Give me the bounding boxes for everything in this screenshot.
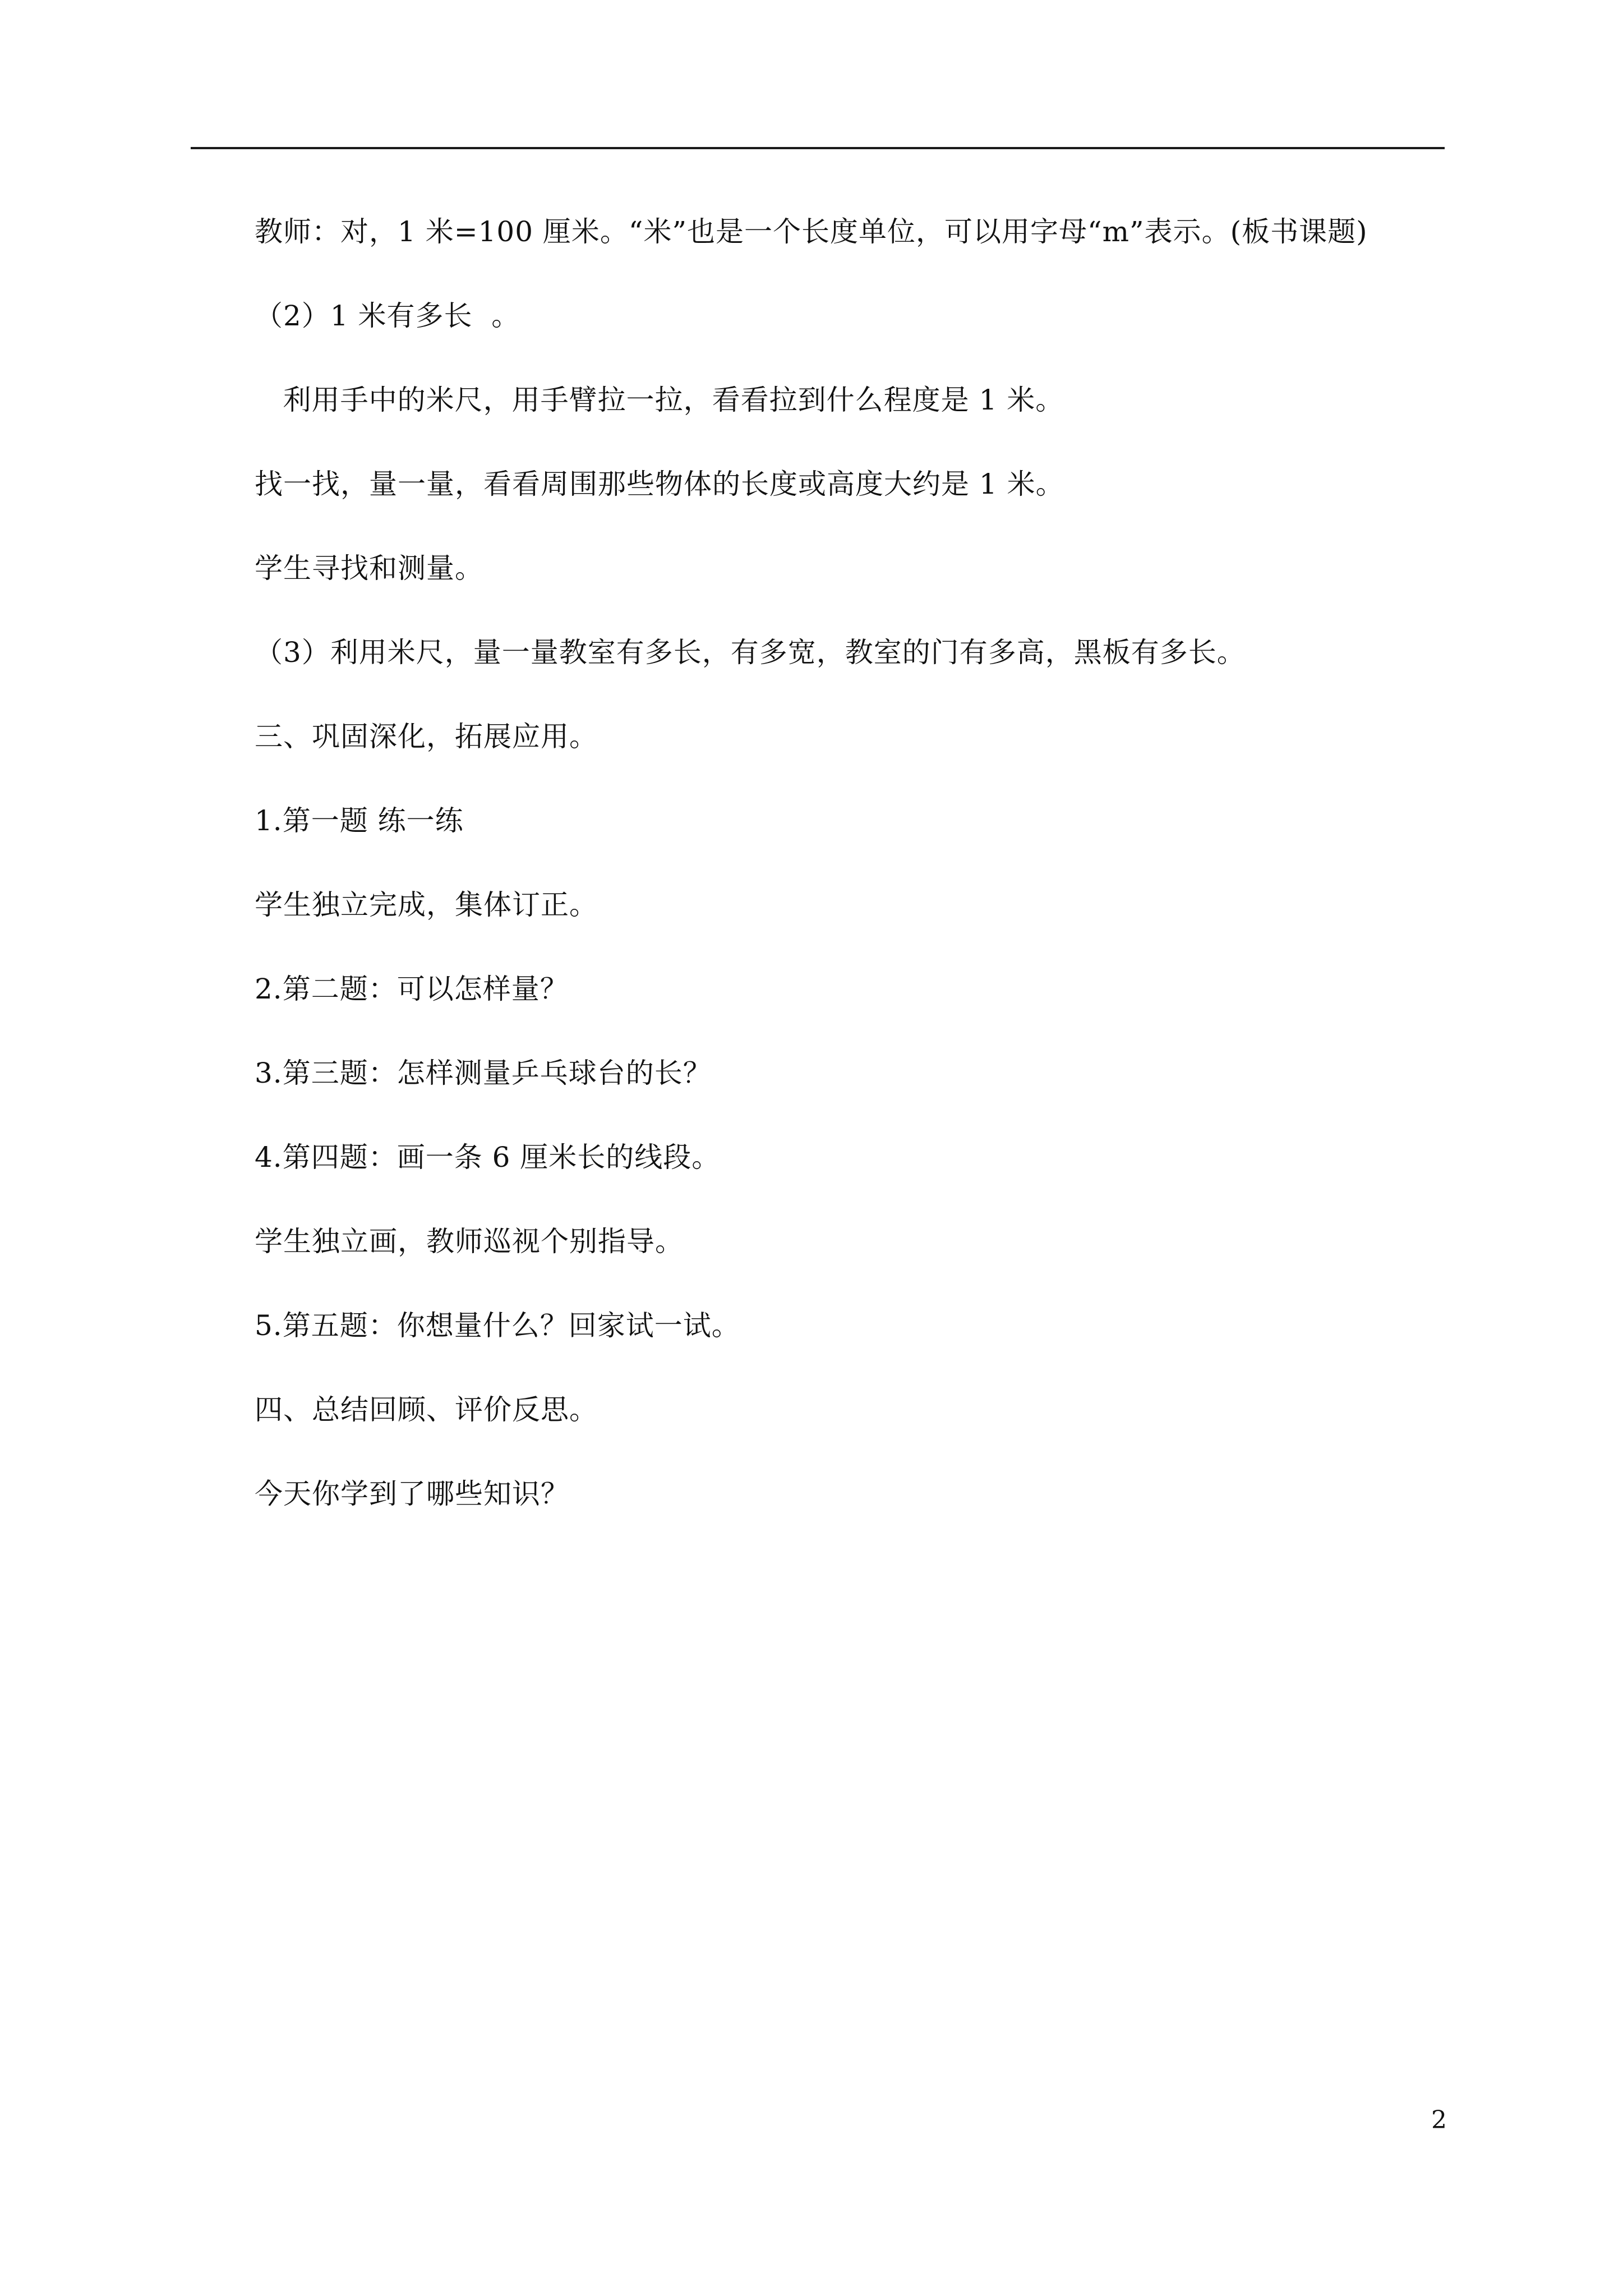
paragraph-how-long-1m: （2）1 米有多长 。 [255,300,520,332]
paragraph-independent-completion: 学生独立完成，集体订正。 [255,889,598,921]
document-body [255,206,1432,1553]
paragraph-students-measure: 学生寻找和测量。 [255,552,483,585]
exercise-5: 5.第五题：你想量什么？回家试一试。 [255,1309,740,1342]
page-number: 2 [1431,2106,1447,2134]
section-heading-summary: 四、总结回顾、评价反思。 [255,1393,598,1426]
exercise-4: 4.第四题：画一条 6 厘米长的线段。 [255,1141,721,1174]
exercise-3: 3.第三题：怎样测量乒乓球台的长？ [255,1057,712,1089]
paragraph-find-and-measure: 找一找，量一量，看看周围那些物体的长度或高度大约是 1 米。 [255,468,1064,500]
exercise-1: 1.第一题 练一练 [255,804,464,837]
exercise-2: 2.第二题：可以怎样量？ [255,973,569,1005]
paragraph-independent-drawing: 学生独立画，教师巡视个别指导。 [255,1225,684,1258]
section-heading-consolidate: 三、巩固深化，拓展应用。 [255,720,598,753]
paragraph-measure-classroom: （3）利用米尺，量一量教室有多长，有多宽，教室的门有多高，黑板有多长。 [255,636,1246,669]
paragraph-teacher-explanation: 教师：对，1 米=100 厘米。“米”也是一个长度单位，可以用字母“m”表示。(板书课题) [255,215,1368,248]
paragraph-stretch-arms: 利用手中的米尺，用手臂拉一拉，看看拉到什么程度是 1 米。 [255,384,1064,416]
paragraph-what-learned: 今天你学到了哪些知识？ [255,1478,569,1510]
header-rule [191,147,1445,149]
